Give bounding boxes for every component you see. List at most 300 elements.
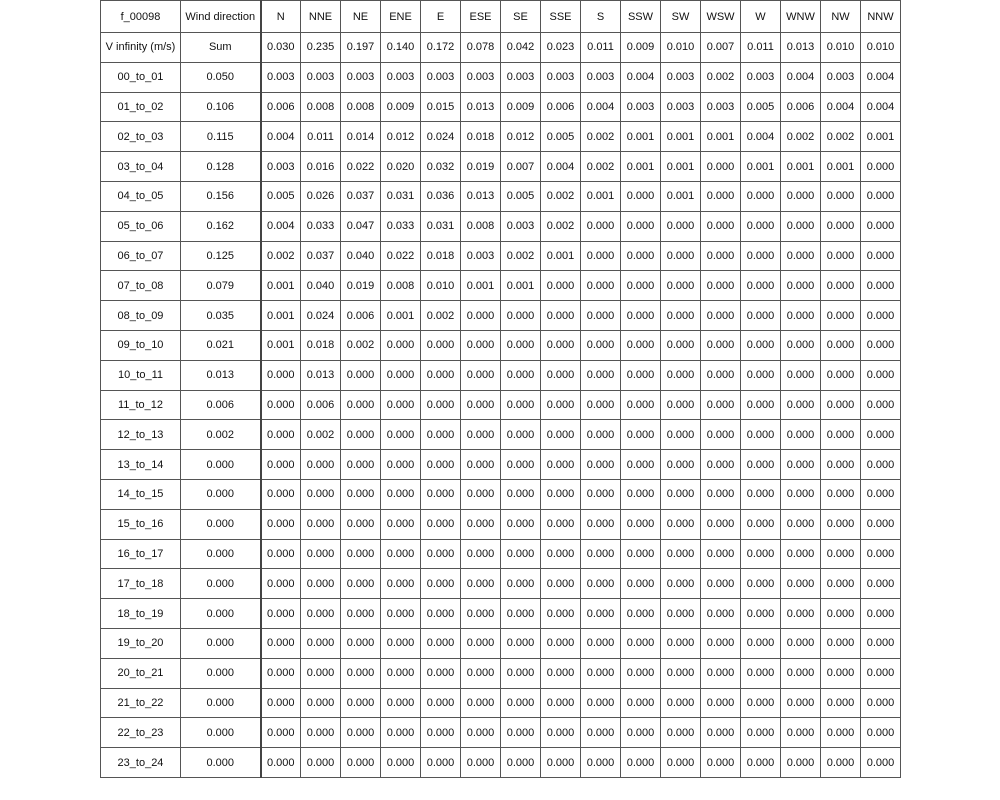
frequency-cell-s: 0.001 [581,181,621,211]
frequency-cell-sse: 0.000 [541,450,581,480]
frequency-cell-nw: 0.000 [821,301,861,331]
table-row [101,62,901,92]
speed-bin-sum: 0.021 [181,330,261,360]
frequency-cell-w: 0.000 [741,241,781,271]
frequency-cell-sw: 0.000 [661,748,701,778]
frequency-cell-n: 0.000 [261,360,301,390]
frequency-cell-sw: 0.000 [661,509,701,539]
frequency-cell-ese: 0.000 [461,420,501,450]
speed-bin-label: 01_to_02 [101,92,181,122]
frequency-cell-e: 0.015 [421,92,461,122]
speed-bin-sum: 0.035 [181,301,261,331]
frequency-cell-ne: 0.002 [341,330,381,360]
frequency-cell-s: 0.000 [581,390,621,420]
table-row [101,509,901,539]
frequency-cell-wsw: 0.000 [701,390,741,420]
frequency-cell-sse: 0.000 [541,748,581,778]
frequency-cell-n: 0.000 [261,479,301,509]
frequency-cell-ese: 0.013 [461,92,501,122]
speed-bin-sum: 0.125 [181,241,261,271]
speed-bin-label: 04_to_05 [101,181,181,211]
direction-total-ene: 0.140 [381,33,421,63]
frequency-cell-nnw: 0.000 [861,450,901,480]
frequency-cell-e: 0.000 [421,599,461,629]
frequency-cell-ese: 0.019 [461,152,501,182]
frequency-cell-sse: 0.002 [541,181,581,211]
frequency-cell-ese: 0.000 [461,658,501,688]
frequency-cell-e: 0.000 [421,479,461,509]
frequency-cell-nne: 0.016 [301,152,341,182]
frequency-cell-sse: 0.000 [541,390,581,420]
frequency-cell-ese: 0.000 [461,748,501,778]
frequency-cell-w: 0.000 [741,569,781,599]
table-row [101,658,901,688]
frequency-cell-ese: 0.008 [461,211,501,241]
frequency-cell-e: 0.000 [421,509,461,539]
frequency-cell-ese: 0.000 [461,509,501,539]
frequency-cell-ene: 0.000 [381,539,421,569]
frequency-cell-ssw: 0.001 [621,152,661,182]
frequency-cell-n: 0.000 [261,390,301,420]
frequency-cell-n: 0.003 [261,62,301,92]
frequency-cell-ssw: 0.000 [621,211,661,241]
frequency-cell-se: 0.000 [501,569,541,599]
frequency-cell-sse: 0.000 [541,569,581,599]
frequency-cell-ene: 0.000 [381,748,421,778]
frequency-cell-s: 0.000 [581,688,621,718]
speed-bin-sum: 0.115 [181,122,261,152]
frequency-cell-sse: 0.000 [541,539,581,569]
table-row [101,271,901,301]
direction-header-wsw: WSW [701,1,741,33]
direction-header-se: SE [501,1,541,33]
frequency-cell-ne: 0.000 [341,539,381,569]
frequency-cell-wsw: 0.000 [701,748,741,778]
direction-header-sse: SSE [541,1,581,33]
speed-bin-sum: 0.000 [181,748,261,778]
frequency-cell-nw: 0.000 [821,748,861,778]
speed-bin-label: 18_to_19 [101,599,181,629]
frequency-cell-ene: 0.000 [381,360,421,390]
table-row [101,420,901,450]
speed-bin-label: 11_to_12 [101,390,181,420]
frequency-cell-sse: 0.000 [541,718,581,748]
frequency-cell-s: 0.000 [581,450,621,480]
frequency-cell-se: 0.000 [501,509,541,539]
frequency-cell-nw: 0.000 [821,539,861,569]
frequency-cell-s: 0.000 [581,301,621,331]
table-row [101,92,901,122]
frequency-cell-ene: 0.009 [381,92,421,122]
frequency-cell-e: 0.000 [421,539,461,569]
frequency-cell-ene: 0.000 [381,509,421,539]
frequency-cell-nnw: 0.000 [861,211,901,241]
frequency-cell-nw: 0.000 [821,718,861,748]
frequency-cell-nne: 0.033 [301,211,341,241]
speed-bin-label: 10_to_11 [101,360,181,390]
frequency-cell-ne: 0.047 [341,211,381,241]
frequency-cell-n: 0.000 [261,450,301,480]
speed-bin-label: 03_to_04 [101,152,181,182]
frequency-cell-w: 0.000 [741,360,781,390]
frequency-cell-w: 0.001 [741,152,781,182]
table-row [101,241,901,271]
frequency-cell-n: 0.000 [261,628,301,658]
frequency-cell-nnw: 0.000 [861,479,901,509]
frequency-cell-wsw: 0.000 [701,152,741,182]
frequency-cell-nnw: 0.000 [861,152,901,182]
frequency-cell-ne: 0.000 [341,569,381,599]
frequency-cell-wnw: 0.000 [781,569,821,599]
frequency-cell-sw: 0.000 [661,241,701,271]
frequency-cell-w: 0.000 [741,450,781,480]
speed-header-cell: V infinity (m/s) [101,33,181,63]
frequency-cell-wsw: 0.000 [701,569,741,599]
speed-bin-sum: 0.000 [181,628,261,658]
speed-bin-label: 06_to_07 [101,241,181,271]
frequency-cell-w: 0.000 [741,181,781,211]
frequency-cell-ne: 0.000 [341,658,381,688]
frequency-cell-ene: 0.000 [381,688,421,718]
frequency-cell-ese: 0.018 [461,122,501,152]
frequency-cell-ese: 0.013 [461,181,501,211]
frequency-cell-wnw: 0.000 [781,748,821,778]
frequency-cell-n: 0.005 [261,181,301,211]
direction-header-w: W [741,1,781,33]
frequency-cell-s: 0.000 [581,509,621,539]
frequency-cell-nne: 0.006 [301,390,341,420]
frequency-cell-sse: 0.000 [541,658,581,688]
frequency-cell-nw: 0.000 [821,420,861,450]
frequency-cell-s: 0.000 [581,479,621,509]
frequency-cell-nne: 0.000 [301,569,341,599]
frequency-cell-nne: 0.000 [301,748,341,778]
frequency-cell-nnw: 0.000 [861,360,901,390]
frequency-cell-ese: 0.000 [461,718,501,748]
table-row [101,122,901,152]
frequency-cell-w: 0.000 [741,658,781,688]
frequency-cell-nnw: 0.000 [861,569,901,599]
frequency-cell-sse: 0.006 [541,92,581,122]
frequency-cell-nnw: 0.004 [861,92,901,122]
frequency-cell-sw: 0.000 [661,211,701,241]
direction-total-nw: 0.010 [821,33,861,63]
frequency-cell-wnw: 0.000 [781,688,821,718]
frequency-cell-nw: 0.004 [821,92,861,122]
frequency-cell-wnw: 0.000 [781,450,821,480]
frequency-cell-n: 0.006 [261,92,301,122]
frequency-cell-ssw: 0.000 [621,628,661,658]
frequency-cell-sw: 0.000 [661,450,701,480]
frequency-cell-ene: 0.000 [381,390,421,420]
frequency-cell-nw: 0.000 [821,211,861,241]
frequency-cell-n: 0.002 [261,241,301,271]
frequency-cell-wnw: 0.006 [781,92,821,122]
frequency-cell-n: 0.000 [261,509,301,539]
speed-bin-sum: 0.079 [181,271,261,301]
frequency-cell-nw: 0.000 [821,330,861,360]
frequency-cell-ssw: 0.000 [621,420,661,450]
direction-total-w: 0.011 [741,33,781,63]
frequency-cell-sse: 0.002 [541,211,581,241]
frequency-cell-wsw: 0.000 [701,330,741,360]
frequency-cell-nw: 0.002 [821,122,861,152]
frequency-cell-s: 0.002 [581,122,621,152]
frequency-cell-ene: 0.000 [381,450,421,480]
table-row [101,569,901,599]
direction-total-se: 0.042 [501,33,541,63]
speed-bin-label: 07_to_08 [101,271,181,301]
frequency-cell-nne: 0.000 [301,479,341,509]
frequency-cell-sw: 0.001 [661,122,701,152]
frequency-cell-nne: 0.040 [301,271,341,301]
frequency-cell-e: 0.003 [421,62,461,92]
frequency-cell-w: 0.000 [741,390,781,420]
frequency-cell-wsw: 0.000 [701,599,741,629]
frequency-cell-se: 0.000 [501,330,541,360]
frequency-cell-wsw: 0.000 [701,658,741,688]
frequency-cell-wnw: 0.000 [781,181,821,211]
speed-bin-sum: 0.000 [181,509,261,539]
frequency-cell-ssw: 0.000 [621,748,661,778]
frequency-cell-ese: 0.000 [461,599,501,629]
frequency-cell-wsw: 0.000 [701,241,741,271]
wind-frequency-table [100,0,901,778]
frequency-cell-wsw: 0.000 [701,211,741,241]
speed-bin-sum: 0.128 [181,152,261,182]
frequency-cell-w: 0.000 [741,718,781,748]
frequency-cell-s: 0.000 [581,360,621,390]
frequency-cell-ene: 0.000 [381,479,421,509]
frequency-cell-nw: 0.000 [821,569,861,599]
wind-direction-header: Wind direction [181,1,261,33]
frequency-cell-ne: 0.022 [341,152,381,182]
frequency-cell-ssw: 0.000 [621,241,661,271]
frequency-cell-ene: 0.000 [381,330,421,360]
frequency-cell-sw: 0.000 [661,539,701,569]
frequency-cell-e: 0.000 [421,569,461,599]
frequency-cell-n: 0.000 [261,658,301,688]
speed-bin-label: 16_to_17 [101,539,181,569]
frequency-cell-se: 0.000 [501,420,541,450]
speed-bin-sum: 0.000 [181,718,261,748]
frequency-cell-se: 0.000 [501,658,541,688]
frequency-cell-e: 0.000 [421,748,461,778]
frequency-cell-ssw: 0.000 [621,330,661,360]
frequency-cell-se: 0.000 [501,748,541,778]
frequency-cell-sw: 0.000 [661,658,701,688]
frequency-cell-e: 0.024 [421,122,461,152]
frequency-cell-wsw: 0.003 [701,92,741,122]
frequency-cell-w: 0.004 [741,122,781,152]
frequency-cell-n: 0.000 [261,420,301,450]
frequency-cell-nne: 0.026 [301,181,341,211]
frequency-cell-se: 0.001 [501,271,541,301]
frequency-cell-ene: 0.008 [381,271,421,301]
frequency-cell-w: 0.000 [741,628,781,658]
frequency-cell-s: 0.002 [581,152,621,182]
frequency-cell-ssw: 0.000 [621,271,661,301]
frequency-cell-e: 0.000 [421,450,461,480]
frequency-cell-sse: 0.000 [541,271,581,301]
frequency-cell-nw: 0.000 [821,241,861,271]
frequency-cell-w: 0.000 [741,479,781,509]
frequency-cell-se: 0.000 [501,688,541,718]
frequency-cell-ne: 0.000 [341,628,381,658]
table-row [101,539,901,569]
frequency-cell-ene: 0.001 [381,301,421,331]
frequency-cell-nw: 0.000 [821,181,861,211]
frequency-cell-ssw: 0.000 [621,718,661,748]
frequency-cell-sse: 0.000 [541,301,581,331]
frequency-cell-sw: 0.000 [661,569,701,599]
frequency-cell-e: 0.018 [421,241,461,271]
frequency-cell-sw: 0.000 [661,330,701,360]
frequency-cell-ssw: 0.004 [621,62,661,92]
frequency-cell-wnw: 0.004 [781,62,821,92]
frequency-cell-wnw: 0.000 [781,301,821,331]
frequency-cell-ese: 0.000 [461,360,501,390]
speed-bin-sum: 0.002 [181,420,261,450]
frequency-cell-ene: 0.000 [381,628,421,658]
frequency-cell-wsw: 0.000 [701,628,741,658]
frequency-cell-ene: 0.000 [381,599,421,629]
frequency-cell-sw: 0.000 [661,390,701,420]
frequency-cell-nnw: 0.000 [861,301,901,331]
table-row [101,390,901,420]
direction-header-ssw: SSW [621,1,661,33]
table-row [101,628,901,658]
frequency-cell-ssw: 0.000 [621,479,661,509]
frequency-cell-se: 0.002 [501,241,541,271]
table-row [101,211,901,241]
frequency-cell-sw: 0.000 [661,628,701,658]
table-row [101,599,901,629]
frequency-cell-sw: 0.000 [661,718,701,748]
speed-bin-label: 05_to_06 [101,211,181,241]
frequency-cell-wnw: 0.000 [781,539,821,569]
frequency-cell-w: 0.005 [741,92,781,122]
frequency-cell-nw: 0.000 [821,360,861,390]
frequency-cell-e: 0.000 [421,360,461,390]
frequency-cell-wnw: 0.000 [781,599,821,629]
frequency-cell-wsw: 0.000 [701,479,741,509]
frequency-cell-s: 0.004 [581,92,621,122]
frequency-cell-s: 0.000 [581,658,621,688]
speed-bin-sum: 0.000 [181,599,261,629]
frequency-cell-ese: 0.000 [461,390,501,420]
frequency-cell-ne: 0.000 [341,360,381,390]
speed-bin-label: 08_to_09 [101,301,181,331]
frequency-cell-ne: 0.037 [341,181,381,211]
frequency-cell-ese: 0.000 [461,688,501,718]
table-row [101,450,901,480]
frequency-cell-nne: 0.024 [301,301,341,331]
speed-bin-sum: 0.000 [181,688,261,718]
frequency-cell-nnw: 0.000 [861,271,901,301]
frequency-cell-nne: 0.037 [301,241,341,271]
frequency-cell-n: 0.000 [261,688,301,718]
frequency-cell-nne: 0.000 [301,628,341,658]
frequency-cell-wsw: 0.000 [701,688,741,718]
direction-header-nnw: NNW [861,1,901,33]
frequency-cell-n: 0.004 [261,211,301,241]
frequency-cell-e: 0.031 [421,211,461,241]
frequency-cell-nw: 0.000 [821,271,861,301]
direction-total-ese: 0.078 [461,33,501,63]
frequency-cell-n: 0.003 [261,152,301,182]
frequency-cell-wsw: 0.000 [701,718,741,748]
speed-bin-sum: 0.000 [181,479,261,509]
frequency-cell-wnw: 0.000 [781,271,821,301]
frequency-cell-ne: 0.000 [341,420,381,450]
frequency-cell-ene: 0.003 [381,62,421,92]
direction-header-sw: SW [661,1,701,33]
frequency-cell-s: 0.000 [581,241,621,271]
frequency-cell-wsw: 0.000 [701,539,741,569]
frequency-cell-se: 0.000 [501,599,541,629]
frequency-cell-nnw: 0.004 [861,62,901,92]
frequency-cell-sw: 0.000 [661,479,701,509]
frequency-cell-se: 0.000 [501,628,541,658]
table-row [101,330,901,360]
speed-bin-label: 22_to_23 [101,718,181,748]
speed-bin-label: 19_to_20 [101,628,181,658]
frequency-cell-nw: 0.003 [821,62,861,92]
frequency-cell-se: 0.003 [501,211,541,241]
speed-bin-sum: 0.156 [181,181,261,211]
frequency-cell-e: 0.000 [421,420,461,450]
frequency-cell-s: 0.003 [581,62,621,92]
frequency-cell-se: 0.012 [501,122,541,152]
frequency-cell-nw: 0.000 [821,658,861,688]
frequency-cell-ese: 0.000 [461,479,501,509]
frequency-cell-n: 0.004 [261,122,301,152]
frequency-cell-nne: 0.000 [301,658,341,688]
frequency-cell-sw: 0.001 [661,181,701,211]
speed-bin-sum: 0.000 [181,539,261,569]
frequency-cell-sw: 0.000 [661,301,701,331]
frequency-cell-wnw: 0.000 [781,479,821,509]
frequency-cell-wsw: 0.001 [701,122,741,152]
frequency-cell-nnw: 0.000 [861,181,901,211]
frequency-cell-ese: 0.000 [461,450,501,480]
table-row [101,360,901,390]
frequency-cell-wsw: 0.000 [701,360,741,390]
direction-total-n: 0.030 [261,33,301,63]
frequency-cell-nne: 0.000 [301,509,341,539]
frequency-cell-s: 0.000 [581,330,621,360]
speed-bin-sum: 0.000 [181,569,261,599]
direction-header-nne: NNE [301,1,341,33]
frequency-cell-s: 0.000 [581,748,621,778]
frequency-cell-e: 0.002 [421,301,461,331]
frequency-cell-nnw: 0.000 [861,748,901,778]
frequency-cell-se: 0.000 [501,450,541,480]
frequency-cell-e: 0.000 [421,628,461,658]
frequency-cell-ssw: 0.000 [621,301,661,331]
direction-header-nw: NW [821,1,861,33]
frequency-cell-ene: 0.020 [381,152,421,182]
speed-bin-label: 21_to_22 [101,688,181,718]
table-row [101,479,901,509]
frequency-cell-ne: 0.008 [341,92,381,122]
frequency-cell-sse: 0.000 [541,628,581,658]
frequency-cell-s: 0.000 [581,539,621,569]
speed-bin-sum: 0.000 [181,450,261,480]
direction-total-wsw: 0.007 [701,33,741,63]
frequency-cell-sse: 0.000 [541,599,581,629]
